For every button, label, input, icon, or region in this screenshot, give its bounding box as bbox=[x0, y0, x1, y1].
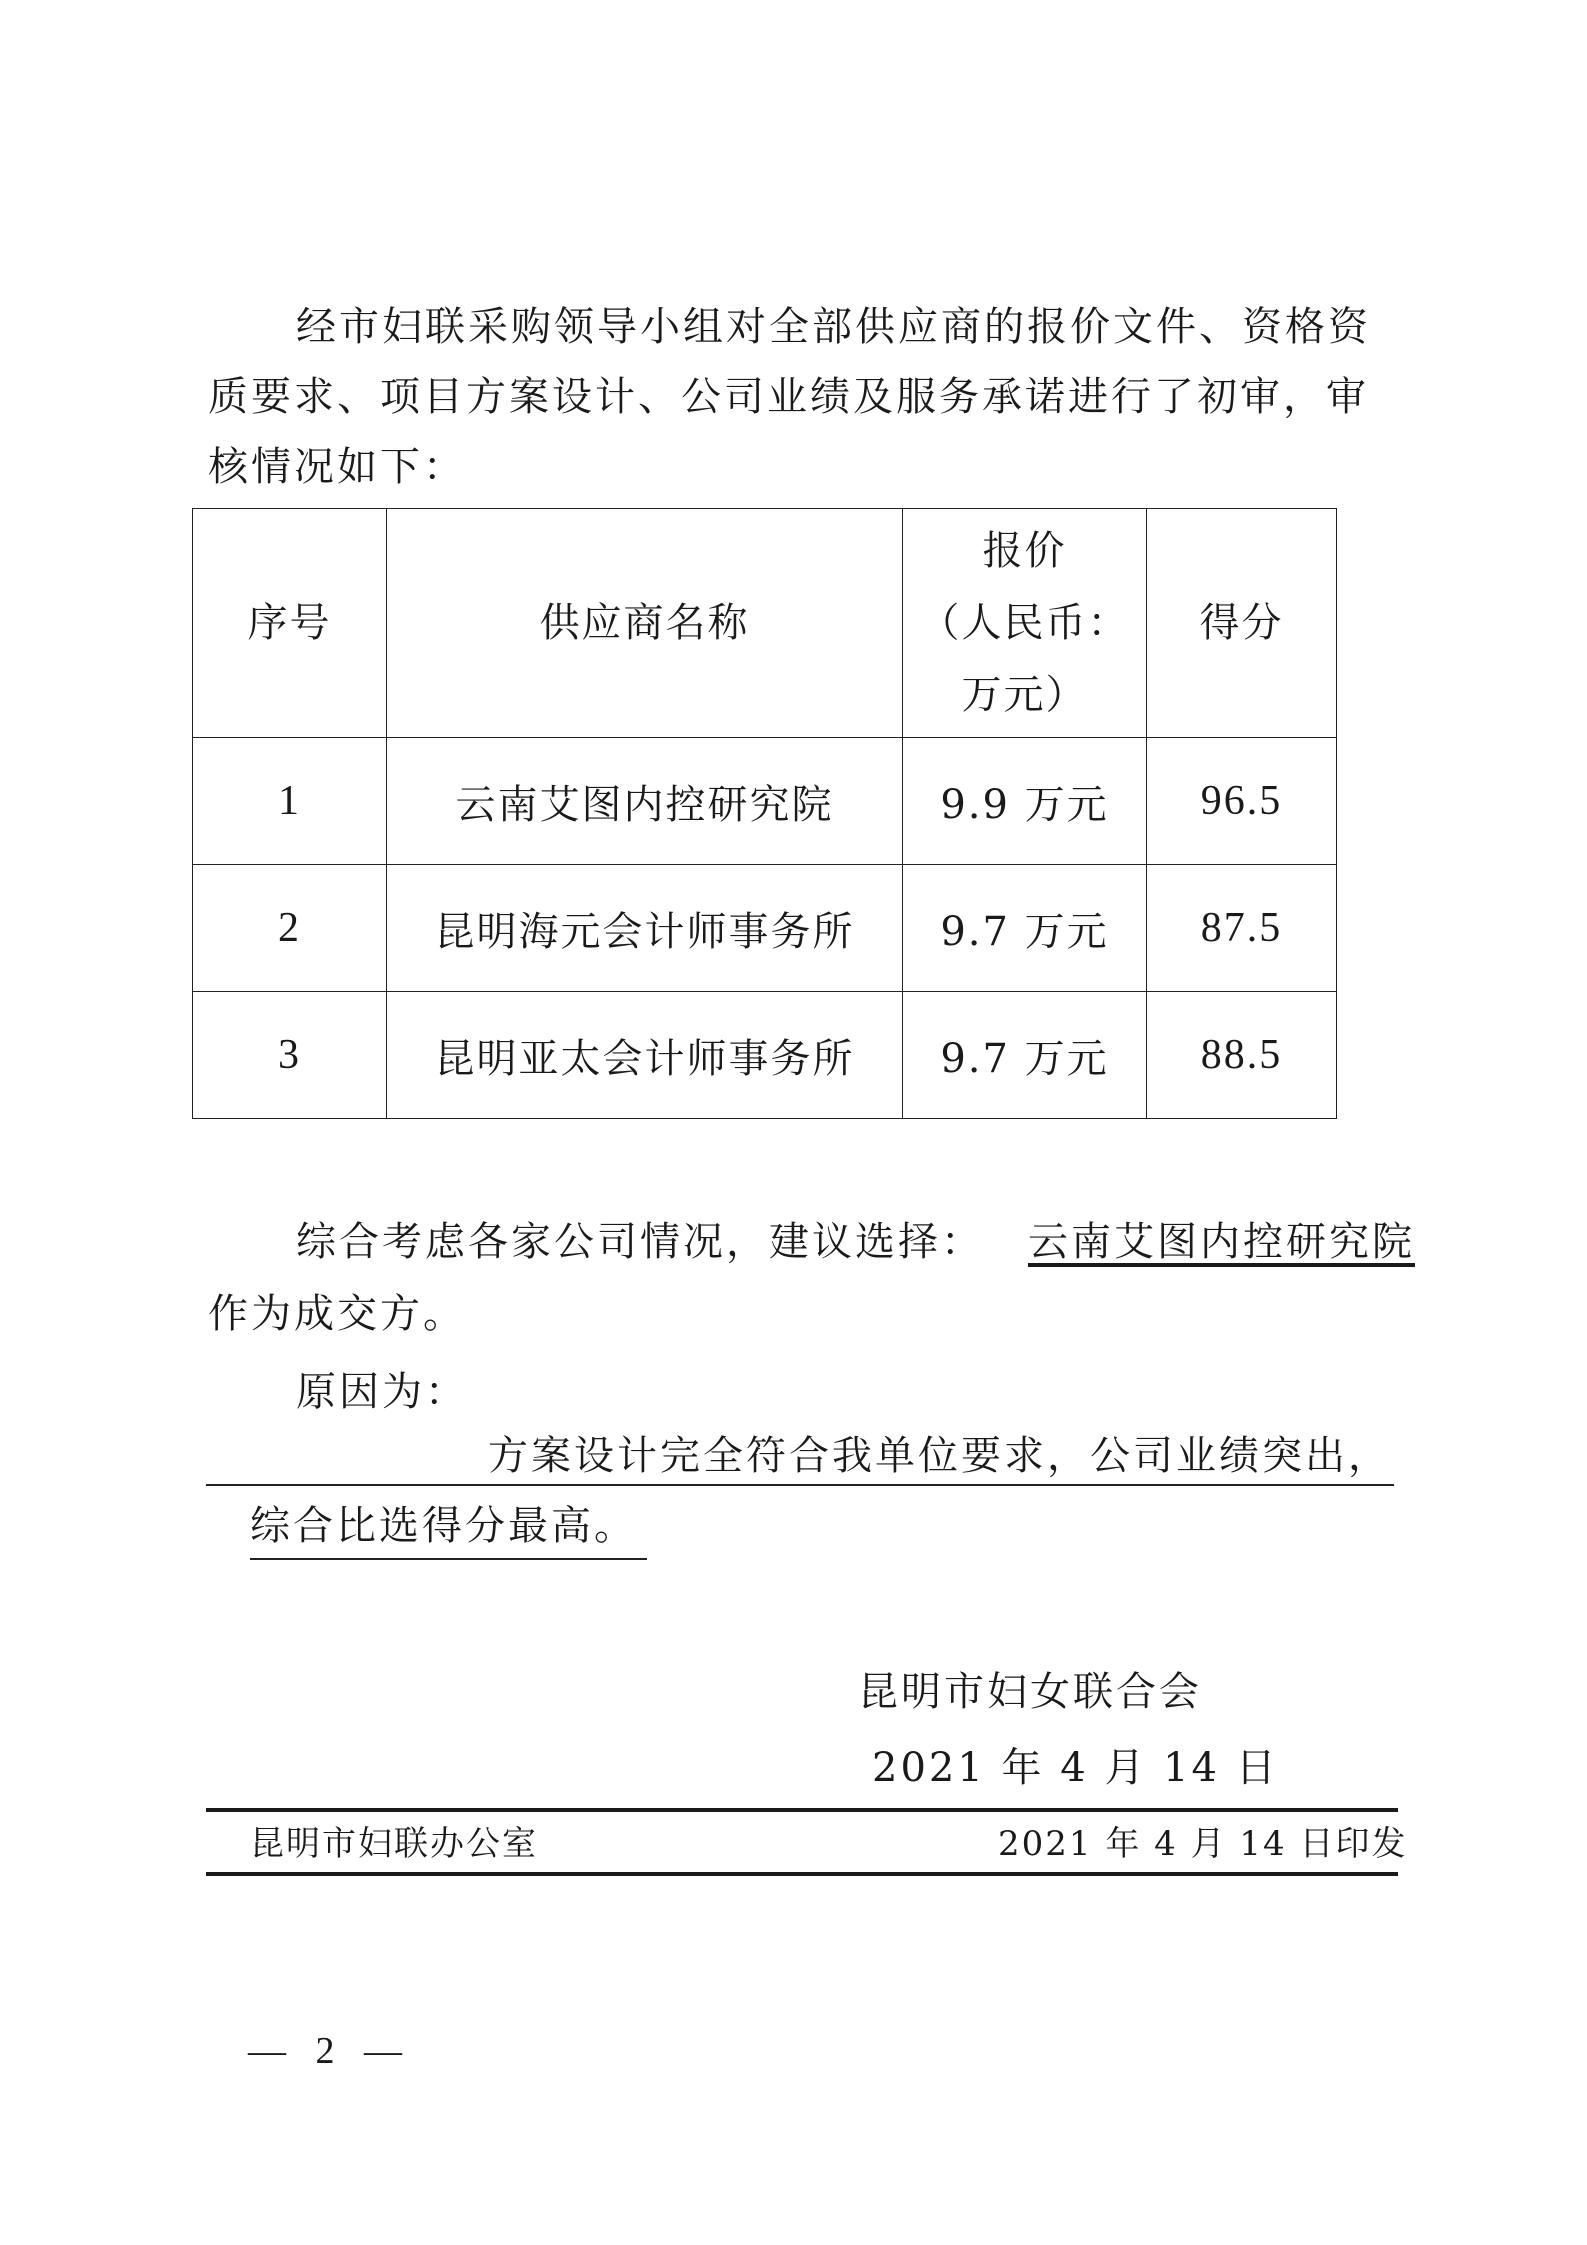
row-score: 96.5 bbox=[1147, 738, 1337, 865]
header-price-line3: 万元） bbox=[961, 672, 1088, 718]
recommendation-paragraph bbox=[208, 1206, 1415, 1350]
table-row bbox=[193, 992, 1337, 1119]
signature-organization: 昆明市妇女联合会 bbox=[858, 1669, 1202, 1715]
intro-paragraph: 经市妇联采购领导小组对全部供应商的报价文件、资格资质要求、项目方案设计、公司业绩及服务承诺进行了初审，审核情况如下： bbox=[208, 304, 1371, 490]
row-price: 9.7 万元 bbox=[903, 992, 1147, 1119]
row-score: 88.5 bbox=[1147, 992, 1337, 1119]
row-index: 3 bbox=[193, 992, 387, 1119]
signature-date: 2021 年 4 月 14 日 bbox=[872, 1745, 1279, 1791]
page-number: — 2 — bbox=[248, 2030, 412, 2072]
recommendation-prefix: 综合考虑各家公司情况，建议选择： bbox=[296, 1219, 984, 1265]
footer-bottom-rule bbox=[206, 1872, 1398, 1876]
reason-line-2: 综合比选得分最高。 bbox=[250, 1496, 647, 1560]
row-score: 87.5 bbox=[1147, 865, 1337, 992]
supplier-quote-table bbox=[192, 508, 1337, 1119]
recommendation-line bbox=[208, 1206, 1415, 1278]
row-price: 9.7 万元 bbox=[903, 865, 1147, 992]
header-price bbox=[903, 509, 1147, 738]
reason-label: 原因为： bbox=[296, 1369, 468, 1415]
row-price: 9.9 万元 bbox=[903, 738, 1147, 865]
header-index: 序号 bbox=[193, 509, 387, 738]
table-row bbox=[193, 738, 1337, 865]
footer-issuer: 昆明市妇联办公室 bbox=[250, 1824, 538, 1864]
selected-supplier: 云南艾图内控研究院 bbox=[1028, 1219, 1415, 1265]
row-supplier: 云南艾图内控研究院 bbox=[387, 738, 903, 865]
header-price-line2: （人民币： bbox=[919, 600, 1130, 646]
header-score: 得分 bbox=[1147, 509, 1337, 738]
row-index: 2 bbox=[193, 865, 387, 992]
row-index: 1 bbox=[193, 738, 387, 865]
reason-line-1: 方案设计完全符合我单位要求，公司业绩突出， bbox=[206, 1426, 1394, 1486]
row-supplier: 昆明海元会计师事务所 bbox=[387, 865, 903, 992]
header-supplier: 供应商名称 bbox=[387, 509, 903, 738]
header-price-line1: 报价 bbox=[982, 528, 1067, 574]
row-supplier: 昆明亚太会计师事务所 bbox=[387, 992, 903, 1119]
table-header-row bbox=[193, 509, 1337, 738]
table-row bbox=[193, 865, 1337, 992]
recommendation-suffix: 作为成交方。 bbox=[208, 1291, 466, 1337]
footer-top-rule bbox=[206, 1808, 1398, 1812]
footer-issue-date: 2021 年 4 月 14 日印发 bbox=[998, 1824, 1408, 1864]
